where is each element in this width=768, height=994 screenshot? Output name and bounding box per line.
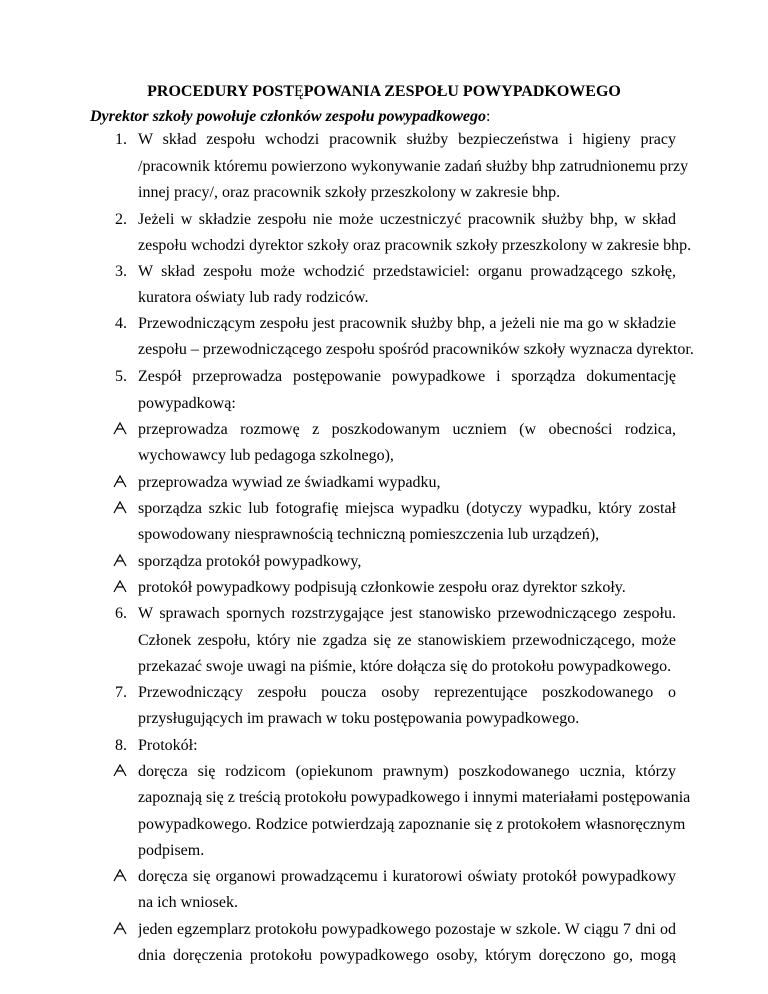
item-2-line-1: Jeżeli w składzie zespołu nie może uczestniczyć pracownik służby bhp, w skład [138,211,676,228]
bullet-1-line-1: przeprowadza rozmowę z poszkodowanym uczniem (w obecności rodzica, [138,421,676,438]
bullet-icon [113,920,129,936]
item-5-line-2: powypadkową: [138,395,236,412]
bullet-2-line-1: przeprowadza wywiad ze świadkami wypadku, [138,474,441,491]
intro-colon: : [486,108,491,125]
bullet-5-line-1: protokół powypadkowy podpisują członkowie zespołu oraz dyrektor szkoły. [138,579,626,596]
list-number-2: 2. [115,211,127,228]
bullet-icon [113,578,129,594]
bullet-icon [113,499,129,515]
bullet-1-line-2: wychowawcy lub pedagoga szkolnego), [138,447,394,464]
bullet-6-line-2: zapoznają się z treścią protokołu powypadkowego i innymi materiałami postępowania [138,789,691,806]
list-number-7: 7. [115,684,127,701]
bullet-4-line-1: sporządza protokół powypadkowy, [138,553,362,570]
list-number-5: 5. [115,368,127,385]
bullet-icon [113,420,129,436]
bullet-icon [113,473,129,489]
bullet-6-line-1: doręcza się rodzicom (opiekunom prawnym) poszkodowanego ucznia, którzy [138,763,676,780]
item-1-line-3: innej pracy/, oraz pracownik szkoły przeszkolony w zakresie bhp. [138,184,561,201]
list-number-1: 1. [115,131,127,148]
item-2-line-2: zespołu wchodzi dyrektor szkoły oraz pracownik szkoły przeszkolony w zakresie bhp. [138,237,692,254]
bullet-6-line-4: podpisem. [138,842,205,859]
item-1-line-1: W skład zespołu wchodzi pracownik służby bezpieczeństwa i higieny pracy [138,131,676,148]
bullet-7-line-1: doręcza się organowi prowadzącemu i kuratorowi oświaty protokół powypadkowy [138,868,676,885]
bullet-6-line-3: powypadkowego. Rodzice potwierdzają zapoznanie się z protokołem własnoręcznym [138,816,686,833]
bullet-7-line-2: na ich wniosek. [138,894,238,911]
item-8-line-1: Protokół: [138,737,198,754]
title-part-1: PROCEDURY POST [147,83,294,100]
item-7-line-1: Przewodniczący zespołu poucza osoby reprezentujące poszkodowanego o [138,684,676,701]
bullet-icon [113,552,129,568]
list-number-6: 6. [115,605,127,622]
title-part-2: Ę [294,83,304,100]
item-4-line-2: zespołu – przewodniczącego zespołu spośród pracowników szkoły wyznacza dyrektor. [138,341,694,358]
item-7-line-2: przysługujących im prawach w toku postępowania powypadkowego. [138,710,580,727]
item-4-line-1: Przewodniczącym zespołu jest pracownik służby bhp, a jeżeli nie ma go w składzie [138,315,676,332]
intro-text: Dyrektor szkoły powołuje członków zespołu powypadkowego [90,108,487,125]
bullet-icon [113,867,129,883]
bullet-8-line-2: dnia doręczenia protokołu powypadkowego osoby, którym doręczono go, mogą [138,947,676,964]
list-number-3: 3. [115,263,127,280]
item-5-line-1: Zespół przeprowadza postępowanie powypadkowe i sporządza dokumentację [138,368,676,385]
item-6-line-3: przekazać swoje uwagi na piśmie, które dołącza się do protokołu powypadkowego. [138,658,672,675]
title-part-3: POWANIA ZESPOŁU POWYPADKOWEGO [303,83,621,100]
bullet-icon [113,762,129,778]
item-1-line-2: /pracownik któremu powierzono wykonywanie zadań służby bhp zatrudnionemu przy [138,158,689,175]
bullet-8-line-1: jeden egzemplarz protokołu powypadkowego pozostaje w szkole. W ciągu 7 dni od [138,921,676,938]
item-3-line-1: W skład zespołu może wchodzić przedstawiciel: organu prowadzącego szkołę, [138,263,676,280]
item-6-line-2: Członek zespołu, który nie zgadza się ze stanowiskiem przewodniczącego, może [138,632,676,649]
bullet-3-line-2: spowodowany niesprawnością techniczną pomieszczenia lub urządzeń), [138,526,600,543]
item-3-line-2: kuratora oświaty lub rady rodziców. [138,289,369,306]
item-6-line-1: W sprawach spornych rozstrzygające jest stanowisko przewodniczącego zespołu. [138,605,676,622]
list-number-8: 8. [115,737,127,754]
list-number-4: 4. [115,315,127,332]
bullet-3-line-1: sporządza szkic lub fotografię miejsca wypadku (dotyczy wypadku, który został [138,500,676,517]
